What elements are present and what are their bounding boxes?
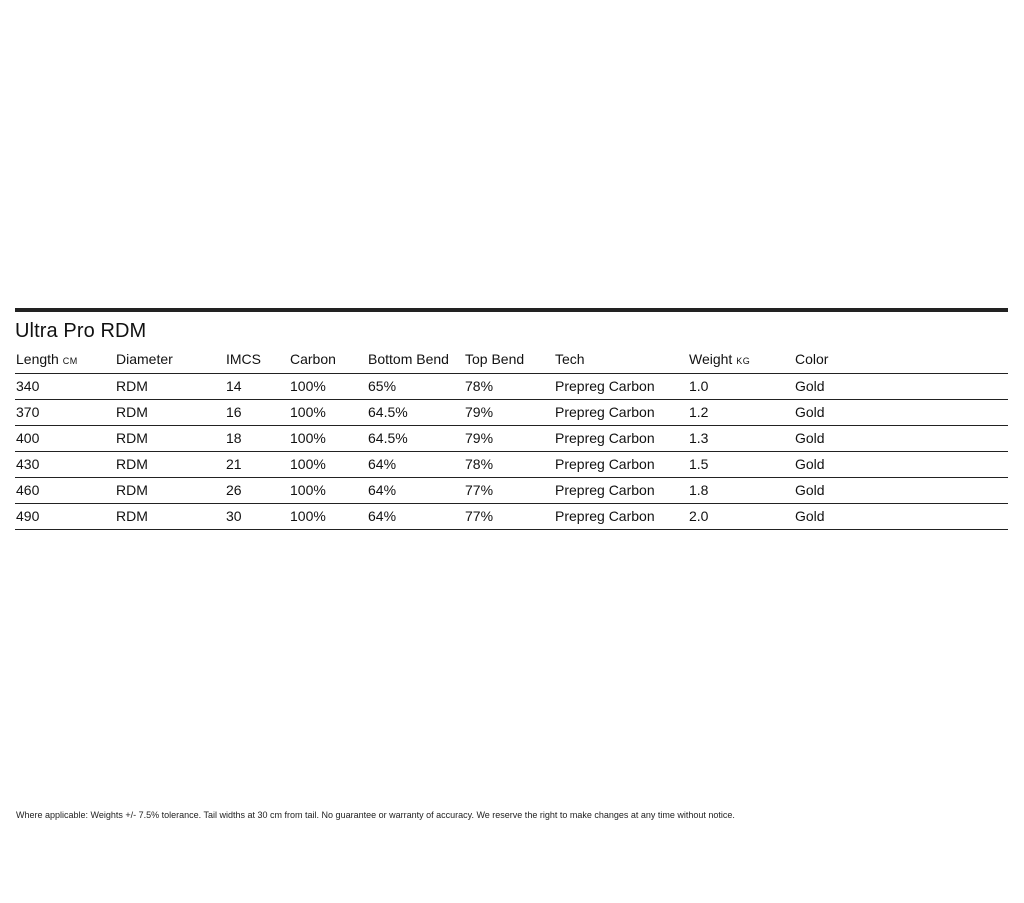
cell-top-bend: 78%: [465, 456, 494, 472]
cell-diameter: RDM: [116, 378, 148, 394]
length-unit: CM: [62, 356, 78, 366]
cell-imcs: 18: [226, 430, 242, 446]
spec-table: [15, 351, 1008, 530]
cell-carbon: 100%: [290, 378, 326, 394]
cell-tech: Prepreg Carbon: [555, 430, 655, 446]
cell-imcs: 26: [226, 482, 242, 498]
column-header-color: Color: [795, 351, 829, 367]
cell-length: 460: [16, 482, 40, 498]
table-row: [15, 504, 1008, 530]
table-header-row: [15, 351, 1008, 374]
cell-diameter: RDM: [116, 430, 148, 446]
cell-color: Gold: [795, 456, 825, 472]
disclaimer-footnote: Where applicable: Weights +/- 7.5% tolerance. Tail widths at 30 cm from tail. No guarantee or warranty of accuracy. We reserve the right to make changes at any time without notice.: [16, 810, 735, 820]
cell-color: Gold: [795, 378, 825, 394]
cell-diameter: RDM: [116, 482, 148, 498]
cell-diameter: RDM: [116, 456, 148, 472]
cell-carbon: 100%: [290, 456, 326, 472]
cell-tech: Prepreg Carbon: [555, 378, 655, 394]
column-header-weight: Weight KG: [689, 351, 751, 367]
cell-carbon: 100%: [290, 404, 326, 420]
cell-carbon: 100%: [290, 482, 326, 498]
cell-top-bend: 78%: [465, 378, 494, 394]
column-header-carbon: Carbon: [290, 351, 336, 367]
cell-bottom-bend: 64.5%: [368, 404, 408, 420]
cell-tech: Prepreg Carbon: [555, 456, 655, 472]
cell-carbon: 100%: [290, 430, 326, 446]
table-row: [15, 400, 1008, 426]
cell-color: Gold: [795, 508, 825, 524]
table-row: [15, 426, 1008, 452]
product-title: Ultra Pro RDM: [15, 320, 147, 342]
column-header-imcs: IMCS: [226, 351, 261, 367]
cell-tech: Prepreg Carbon: [555, 482, 655, 498]
cell-diameter: RDM: [116, 404, 148, 420]
table-row: [15, 452, 1008, 478]
cell-bottom-bend: 64%: [368, 508, 397, 524]
cell-bottom-bend: 65%: [368, 378, 397, 394]
cell-carbon: 100%: [290, 508, 326, 524]
cell-imcs: 16: [226, 404, 242, 420]
cell-length: 340: [16, 378, 40, 394]
table-row: [15, 374, 1008, 400]
cell-imcs: 30: [226, 508, 242, 524]
cell-tech: Prepreg Carbon: [555, 404, 655, 420]
cell-imcs: 14: [226, 378, 242, 394]
top-divider: [15, 308, 1008, 312]
cell-weight: 1.3: [689, 430, 709, 446]
cell-tech: Prepreg Carbon: [555, 508, 655, 524]
cell-color: Gold: [795, 430, 825, 446]
cell-length: 400: [16, 430, 40, 446]
cell-bottom-bend: 64.5%: [368, 430, 408, 446]
cell-top-bend: 77%: [465, 482, 494, 498]
table-row: [15, 478, 1008, 504]
cell-top-bend: 79%: [465, 404, 494, 420]
column-header-bottom-bend: Bottom Bend: [368, 351, 449, 367]
cell-bottom-bend: 64%: [368, 456, 397, 472]
cell-top-bend: 79%: [465, 430, 494, 446]
cell-weight: 1.5: [689, 456, 709, 472]
cell-bottom-bend: 64%: [368, 482, 397, 498]
cell-imcs: 21: [226, 456, 242, 472]
cell-length: 490: [16, 508, 40, 524]
weight-unit: KG: [736, 356, 751, 366]
cell-length: 430: [16, 456, 40, 472]
cell-top-bend: 77%: [465, 508, 494, 524]
spec-table-section: [15, 308, 1008, 530]
cell-color: Gold: [795, 482, 825, 498]
column-header-top-bend: Top Bend: [465, 351, 525, 367]
column-header-length: Length CM: [16, 351, 78, 367]
cell-weight: 1.2: [689, 404, 709, 420]
cell-color: Gold: [795, 404, 825, 420]
cell-diameter: RDM: [116, 508, 148, 524]
column-header-diameter: Diameter: [116, 351, 173, 367]
cell-weight: 1.0: [689, 378, 709, 394]
cell-length: 370: [16, 404, 40, 420]
column-header-tech: Tech: [555, 351, 585, 367]
cell-weight: 1.8: [689, 482, 709, 498]
cell-weight: 2.0: [689, 508, 709, 524]
